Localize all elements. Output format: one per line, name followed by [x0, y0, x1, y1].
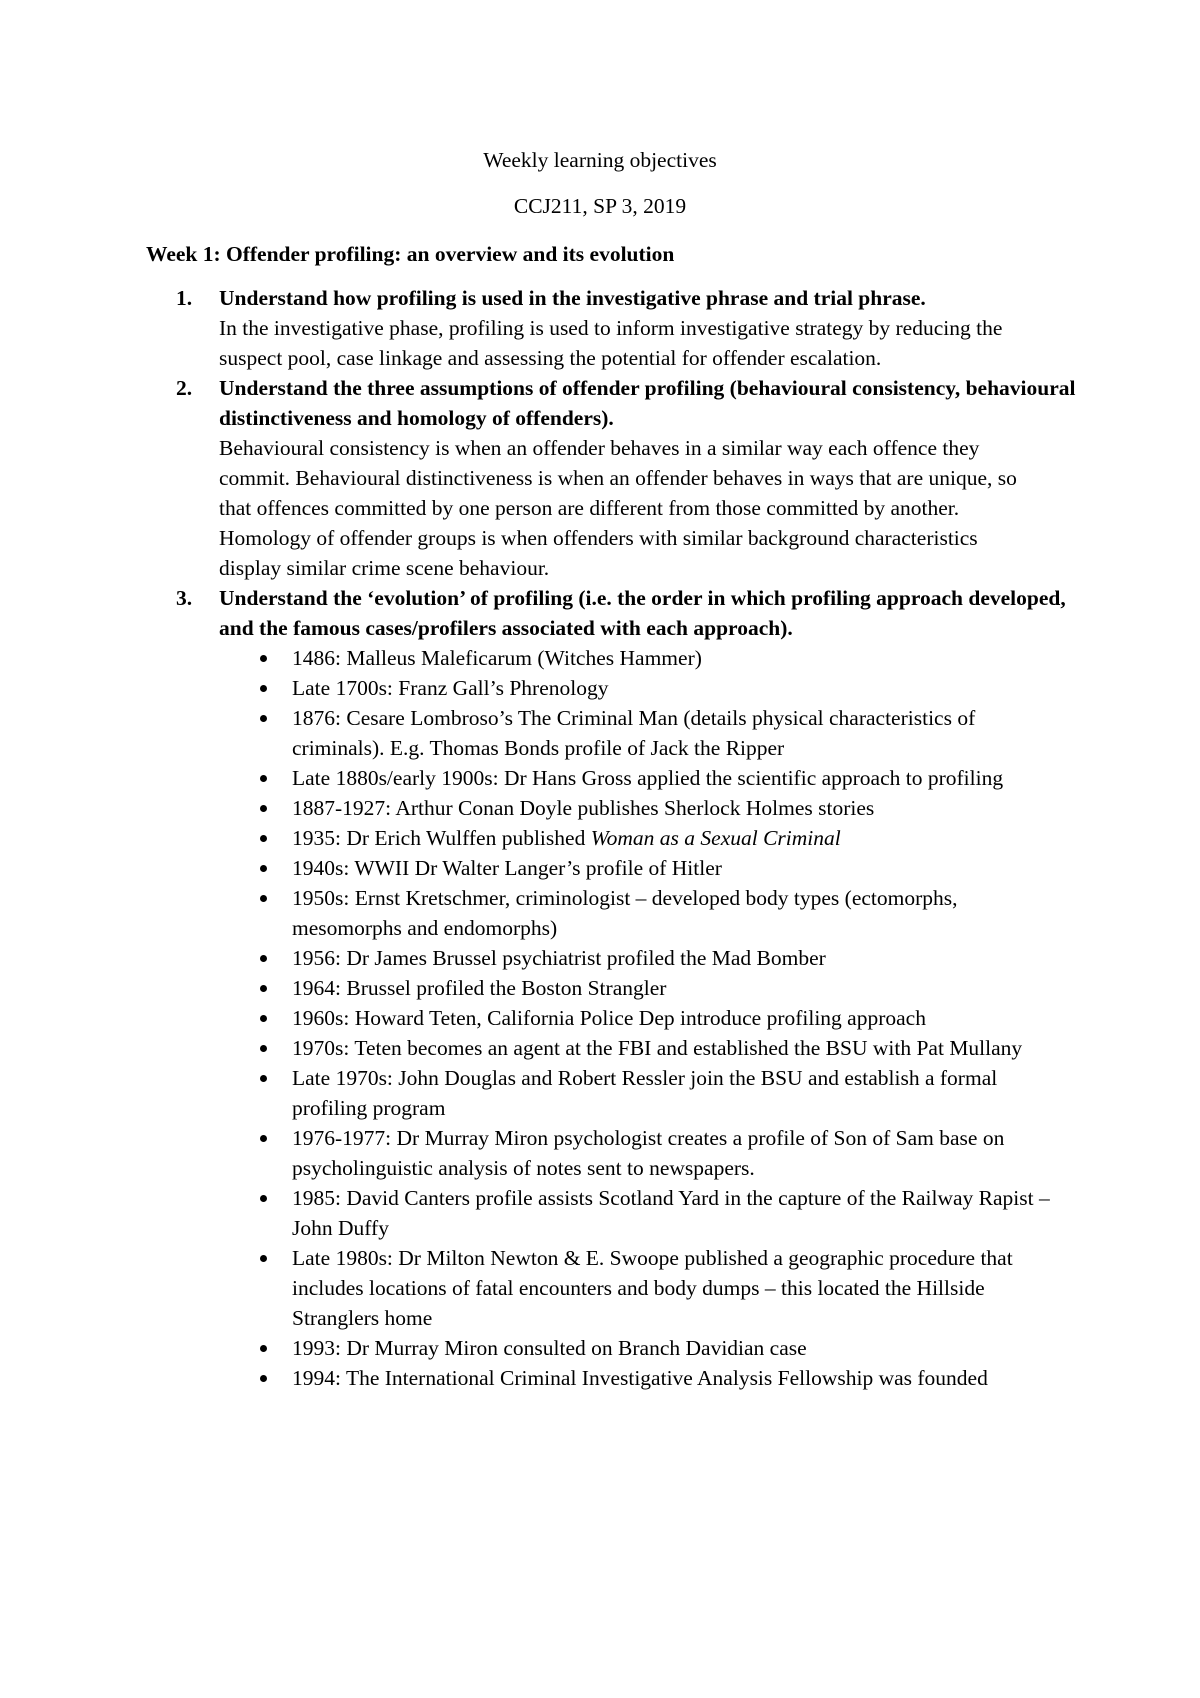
timeline-item	[292, 703, 1052, 763]
bullet-icon	[260, 1015, 267, 1022]
bullet-icon	[260, 1375, 267, 1382]
bullet-icon	[260, 1045, 267, 1052]
timeline-item-text: 1876: Cesare Lombroso’s The Criminal Man (details physical characteristics of criminals). E.g. Thomas Bonds profile of Jack the Ripper	[292, 706, 976, 760]
bullet-icon	[260, 775, 267, 782]
timeline-item	[292, 973, 1052, 1003]
bullet-icon	[260, 895, 267, 902]
timeline-item-text: 1993: Dr Murray Miron consulted on Branch Davidian case	[292, 1336, 807, 1360]
timeline-item-text: Late 1980s: Dr Milton Newton & E. Swoope published a geographic procedure that includes locations of fatal encounters and body dumps – this located the Hillside Stranglers home	[292, 1246, 1013, 1330]
bullet-icon	[260, 1255, 267, 1262]
week-heading: Week 1: Offender profiling: an overview and its evolution	[146, 242, 675, 266]
timeline-item-text: 1964: Brussel profiled the Boston Strangler	[292, 976, 667, 1000]
timeline-item	[292, 1003, 1052, 1033]
timeline-item-text: 1940s: WWII Dr Walter Langer’s profile of Hitler	[292, 856, 722, 880]
bullet-icon	[260, 685, 267, 692]
timeline-item-text: 1976-1977: Dr Murray Miron psychologist creates a profile of Son of Sam base on psycholinguistic analysis of notes sent to newspapers.	[292, 1126, 1005, 1180]
timeline-item	[292, 643, 1052, 673]
bullet-icon	[260, 835, 267, 842]
timeline-item-text: Late 1880s/early 1900s: Dr Hans Gross applied the scientific approach to profiling	[292, 766, 1004, 790]
bullet-icon	[260, 1075, 267, 1082]
timeline-item	[292, 673, 1052, 703]
bullet-icon	[260, 715, 267, 722]
timeline-item-text: 1887-1927: Arthur Conan Doyle publishes Sherlock Holmes stories	[292, 796, 875, 820]
timeline-bullet-list	[0, 643, 1200, 1393]
bullet-icon	[260, 1345, 267, 1352]
timeline-item	[292, 1183, 1052, 1243]
objective-3	[0, 583, 1200, 1393]
timeline-item	[292, 883, 1052, 943]
timeline-item	[292, 763, 1052, 793]
bullet-icon	[260, 655, 267, 662]
objectives-list	[0, 283, 1200, 1393]
timeline-item	[292, 853, 1052, 883]
timeline-item-text: 1950s: Ernst Kretschmer, criminologist – developed body types (ectomorphs, mesomorphs and endomorphs)	[292, 886, 958, 940]
timeline-item-text: 1960s: Howard Teten, California Police Dep introduce profiling approach	[292, 1006, 926, 1030]
timeline-item-text: 1970s: Teten becomes an agent at the FBI and established the BSU with Pat Mullany	[292, 1036, 1023, 1060]
bullet-icon	[260, 1195, 267, 1202]
timeline-item	[292, 1033, 1052, 1063]
document-title: Weekly learning objectives	[483, 148, 717, 172]
objective-number: 1.	[176, 286, 193, 310]
objective-number: 2.	[176, 376, 193, 400]
document-subtitle: CCJ211, SP 3, 2019	[513, 194, 687, 218]
timeline-item-text: 1994: The International Criminal Investigative Analysis Fellowship was founded	[292, 1366, 988, 1390]
objective-heading: Understand the ‘evolution’ of profiling (i.e. the order in which profiling approach developed, and the famous cases/profilers associated with each approach).	[219, 586, 1066, 640]
bullet-icon	[260, 955, 267, 962]
book-title: Woman as a Sexual Criminal	[590, 826, 841, 850]
timeline-item	[292, 793, 1052, 823]
timeline-item-text: 1956: Dr James Brussel psychiatrist profiled the Mad Bomber	[292, 946, 826, 970]
bullet-icon	[260, 805, 267, 812]
timeline-item	[292, 1123, 1052, 1183]
objective-1	[0, 283, 1200, 373]
objective-heading: Understand how profiling is used in the investigative phrase and trial phrase.	[219, 286, 926, 310]
timeline-item	[292, 1243, 1052, 1333]
objective-body: In the investigative phase, profiling is used to inform investigative strategy by reducing the suspect pool, case linkage and assessing the potential for offender escalation.	[219, 316, 1003, 370]
timeline-item-text: 1935: Dr Erich Wulffen published	[292, 826, 591, 850]
bullet-icon	[260, 985, 267, 992]
timeline-item	[292, 943, 1052, 973]
timeline-item-text: Late 1700s: Franz Gall’s Phrenology	[292, 676, 609, 700]
timeline-item	[292, 823, 1052, 853]
timeline-item-text: 1486: Malleus Maleficarum (Witches Hammer)	[292, 646, 702, 670]
timeline-item-text: Late 1970s: John Douglas and Robert Ressler join the BSU and establish a formal profiling program	[292, 1066, 998, 1120]
timeline-item-text: 1985: David Canters profile assists Scotland Yard in the capture of the Railway Rapist – John Duffy	[292, 1186, 1050, 1240]
objective-heading: Understand the three assumptions of offender profiling (behavioural consistency, behavioural distinctiveness and homology of offenders).	[219, 376, 1076, 430]
objective-2	[0, 373, 1200, 583]
timeline-item	[292, 1333, 1052, 1363]
bullet-icon	[260, 1135, 267, 1142]
objective-number: 3.	[176, 586, 193, 610]
timeline-item	[292, 1363, 1052, 1393]
objective-body: Behavioural consistency is when an offender behaves in a similar way each offence they commit. Behavioural distinctiveness is when an offender behaves in ways that are unique, so that offences committed by one person are different from those committed by another. Homology of offender groups is when offenders with similar background characteristics display similar crime scene behaviour.	[219, 436, 1017, 580]
bullet-icon	[260, 865, 267, 872]
timeline-item	[292, 1063, 1052, 1123]
